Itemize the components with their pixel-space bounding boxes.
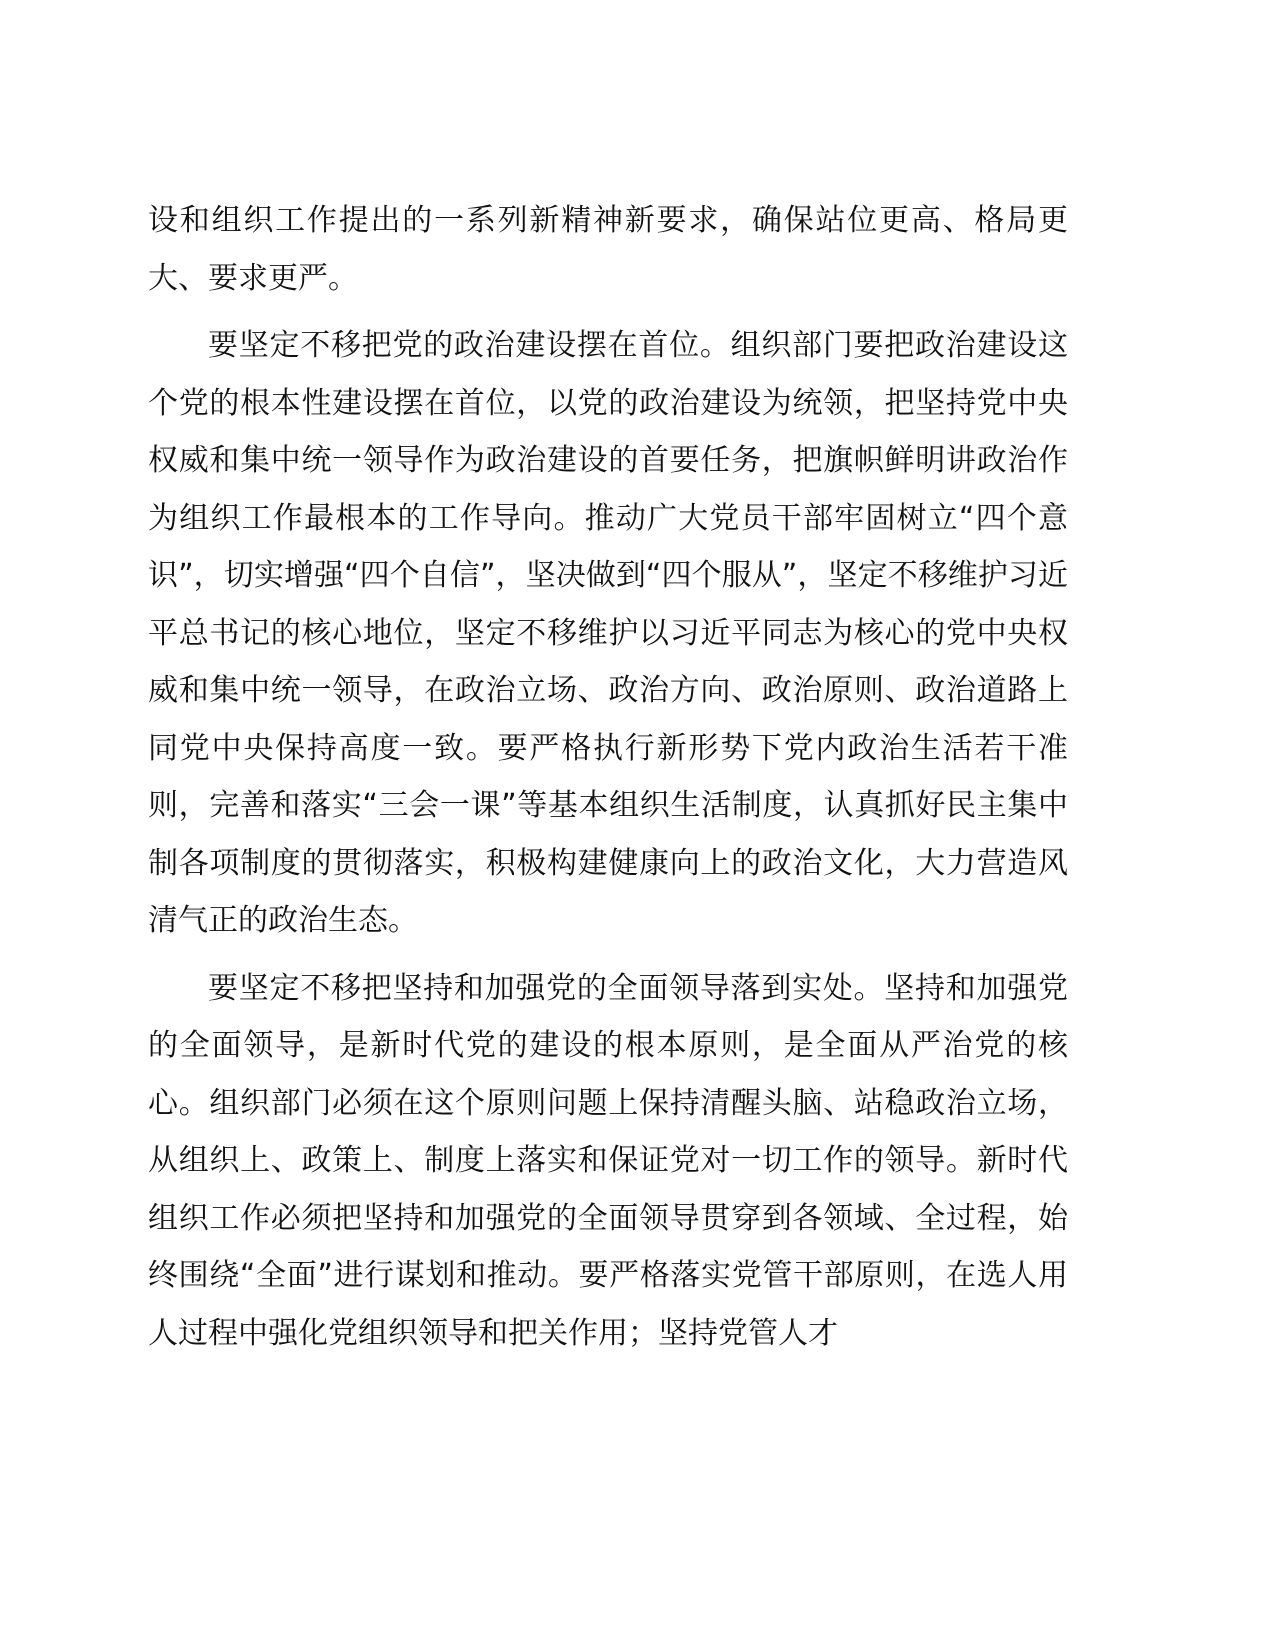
paragraph-political-construction: 要坚定不移把党的政治建设摆在首位。组织部门要把政治建设这个党的根本性建设摆在首位，以党的政治建设为统领，把坚持党中央权威和集中统一领导作为政治建设的首要任务，把旗帜鲜明讲政治作为组织工作最根本的工作导向。推动广大党员干部牢固树立“四个意识”，切实增强“四个自信”，坚决做到“四个服从”，坚定不移维护习近平总书记的核心地位，坚定不移维护以习近平同志为核心的党中央权威和集中统一领导，在政治立场、政治方向、政治原则、政治道路上同党中央保持高度一致。要严格执行新形势下党内政治生活若干准则，完善和落实“三会一课”等基本组织生活制度，认真抓好民主集中制各项制度的贯彻落实，积极构建健康向上的政治文化，大力营造风清气正的政治生态。 (148, 328, 1068, 938)
document-page (148, 192, 1068, 1372)
paragraph-overall-leadership: 要坚定不移把坚持和加强党的全面领导落到实处。坚持和加强党的全面领导，是新时代党的建设的根本原则，是全面从严治党的核心。组织部门必须在这个原则问题上保持清醒头脑、站稳政治立场，从组织上、政策上、制度上落实和保证党对一切工作的领导。新时代组织工作必须把坚持和加强党的全面领导贯穿到各领域、全过程，始终围绕“全面”进行谋划和推动。要严格落实党管干部原则，在选人用人过程中强化党组织领导和把关作用；坚持党管人才 (148, 970, 1068, 1351)
paragraph-continuation: 设和组织工作提出的一系列新精神新要求，确保站位更高、格局更大、要求更严。 (148, 203, 1068, 296)
